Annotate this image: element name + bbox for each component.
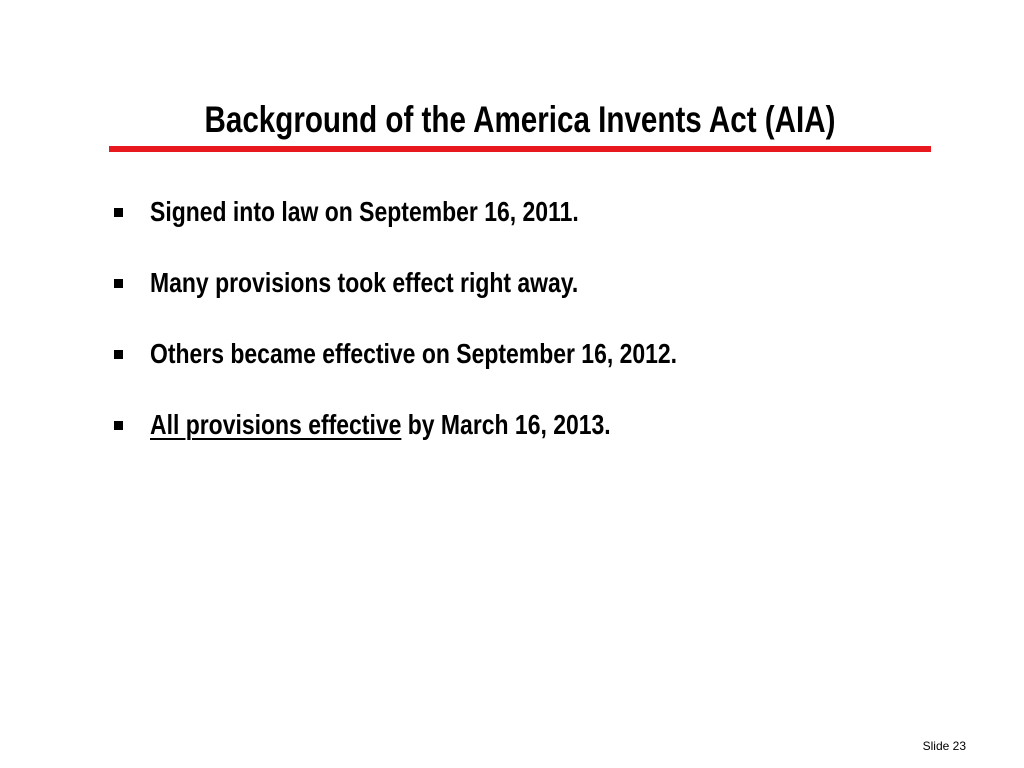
bullet-item-others — [114, 332, 974, 376]
bullet-text: Others became effective on September 16, 2012. — [150, 338, 678, 369]
bullet-text: Many provisions took effect right away. — [150, 267, 579, 298]
underlined-phrase: All provisions effective — [150, 409, 402, 440]
bullet-text: Signed into law on September 16, 2011. — [150, 196, 579, 227]
bullet-text — [150, 403, 611, 447]
square-bullet-icon — [114, 208, 123, 217]
square-bullet-icon — [114, 279, 123, 288]
square-bullet-icon — [114, 350, 123, 359]
bullet-item-signed — [114, 190, 974, 234]
bullet-text-tail: by March 16, 2013. — [401, 409, 611, 440]
slide-number: Slide 23 — [922, 739, 966, 753]
bullet-item-all-provisions — [114, 403, 974, 447]
square-bullet-icon — [114, 421, 123, 430]
slide-title: Background of the America Invents Act (AIA) — [204, 99, 836, 140]
bullet-item-provisions — [114, 261, 974, 305]
